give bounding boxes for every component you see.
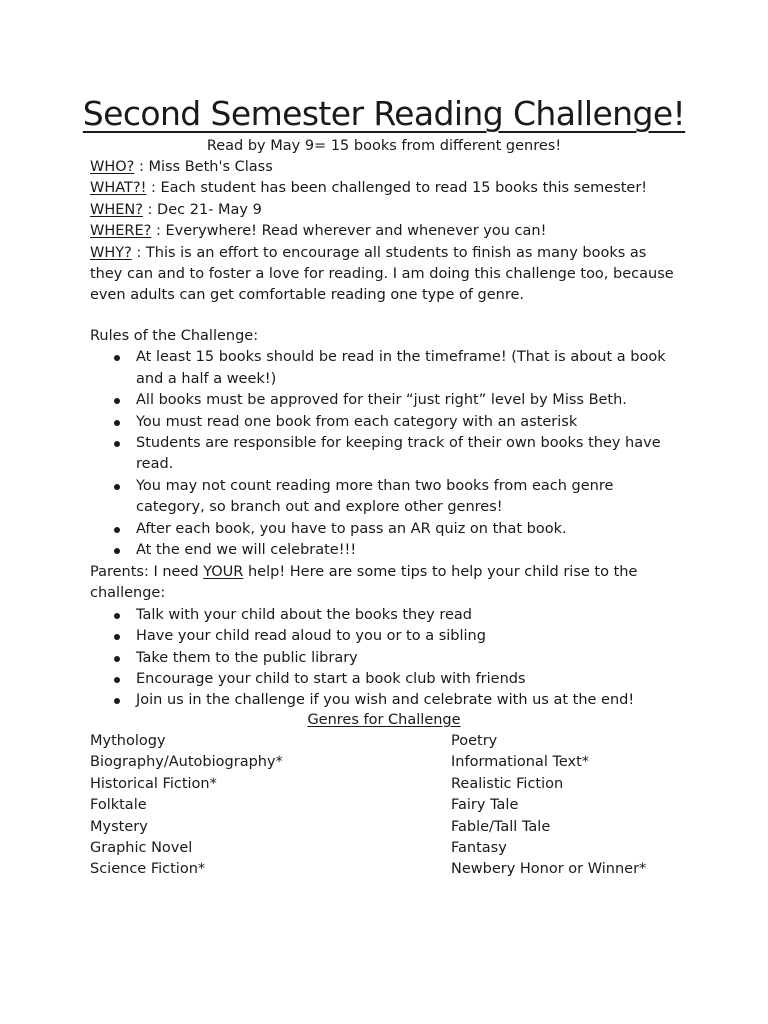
intro-text: help! Here are some tips to help your child rise to the challenge: — [90, 564, 638, 602]
list-item: After each book, you have to pass an AR quiz on that book. — [90, 519, 680, 540]
list-item: Encourage your child to start a book club with friends — [90, 669, 680, 690]
detail-why — [90, 243, 680, 307]
intro-text: Parents: I need — [90, 564, 204, 580]
tips-list — [90, 605, 680, 712]
detail-text: : Miss Beth's Class — [134, 159, 273, 175]
rules-list — [90, 347, 680, 561]
list-item: Have your child read aloud to you or to a sibling — [90, 626, 680, 647]
detail-who — [90, 157, 680, 178]
list-item: Take them to the public library — [90, 648, 680, 669]
genre-item: Folktale — [90, 797, 147, 814]
detail-label: WHY? — [90, 244, 132, 261]
detail-text: : Everywhere! Read wherever and whenever you can! — [151, 223, 547, 240]
detail-text: : Each student has been challenged to read 15 books this semester! — [146, 180, 648, 197]
detail-label: WHO? — [90, 159, 135, 175]
list-item: Students are responsible for keeping track of their own books they have read. — [90, 433, 680, 476]
genre-item: Biography/Autobiography* — [90, 754, 283, 771]
genres-right-column — [451, 731, 646, 881]
genre-item: Mythology — [90, 733, 166, 749]
genres-heading: Genres for Challenge — [307, 712, 461, 728]
genre-item: Informational Text* — [451, 754, 590, 771]
genre-item: Fable/Tall Tale — [451, 818, 551, 835]
rules-section — [90, 326, 680, 561]
detail-text: : Dec 21- May 9 — [142, 201, 262, 218]
list-item: At least 15 books should be read in the timeframe! (That is about a book and a half a week!) — [90, 347, 680, 390]
genre-item: Graphic Novel — [90, 840, 193, 857]
genre-item: Realistic Fiction — [451, 775, 564, 792]
genre-item: Historical Fiction* — [90, 775, 217, 792]
genre-item: Fantasy — [451, 840, 507, 857]
list-item: Talk with your child about the books they read — [90, 605, 680, 626]
page-title: Second Semester Reading Challenge! — [82, 94, 686, 133]
rules-heading: Rules of the Challenge: — [90, 328, 259, 344]
subtitle: Read by May 9= 15 books from different genres! — [206, 138, 562, 154]
detail-what — [90, 178, 680, 199]
detail-text: : This is an effort to encourage all students to finish as many books as they can and to foster a love for reading. I am doing this challenge too, because even adults can get comfortable reading one type of genre. — [90, 244, 674, 304]
list-item: You may not count reading more than two books from each genre category, so branch out and explore other genres! — [90, 476, 680, 519]
detail-label: WHAT?! — [90, 180, 147, 197]
detail-when — [90, 200, 680, 221]
list-item: All books must be approved for their “just right” level by Miss Beth. — [90, 390, 680, 411]
details-section — [90, 157, 680, 307]
genre-item: Science Fiction* — [90, 861, 206, 878]
list-item: Join us in the challenge if you wish and celebrate with us at the end! — [90, 690, 680, 711]
detail-label: WHERE? — [90, 223, 152, 240]
list-item: At the end we will celebrate!!! — [90, 540, 680, 561]
genre-item: Poetry — [451, 733, 498, 749]
parents-intro — [90, 562, 680, 605]
detail-label: WHEN? — [90, 201, 143, 218]
genre-item: Newbery Honor or Winner* — [451, 861, 647, 878]
intro-emphasis: YOUR — [203, 564, 244, 580]
list-item: You must read one book from each category with an asterisk — [90, 412, 680, 433]
parents-section — [90, 562, 680, 712]
genre-item: Fairy Tale — [451, 797, 519, 814]
genre-item: Mystery — [90, 818, 148, 835]
detail-where — [90, 221, 680, 242]
genres-left-column — [90, 731, 283, 881]
